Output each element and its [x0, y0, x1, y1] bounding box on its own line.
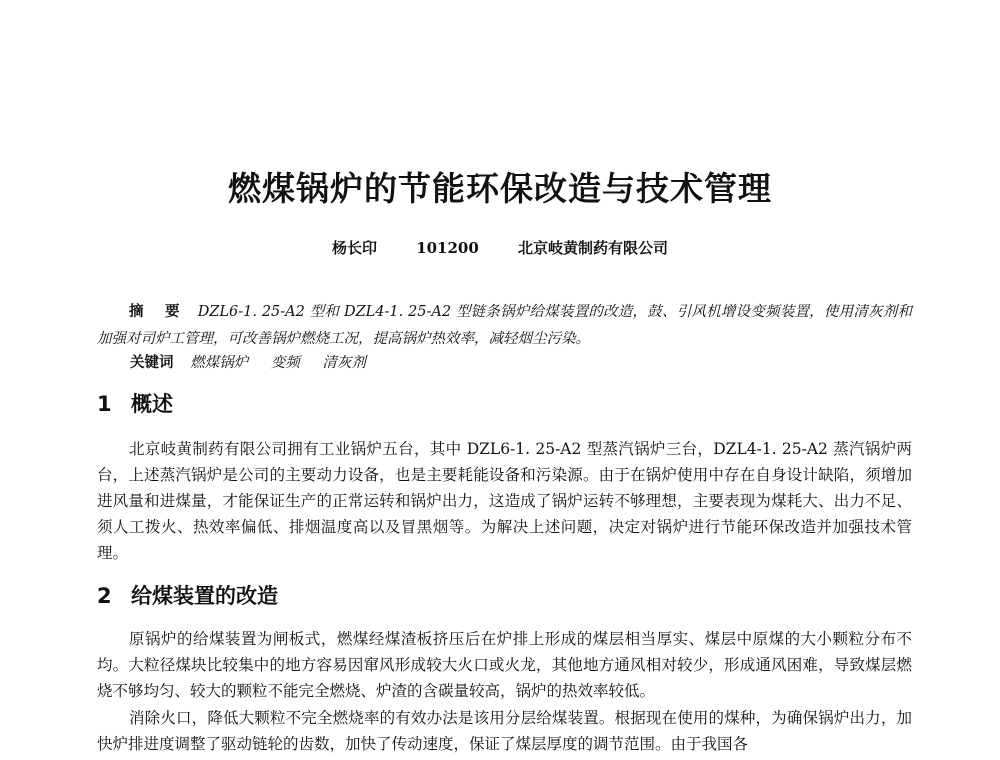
section-title: 给煤装置的改造	[131, 584, 278, 608]
keyword: 清灰剂	[322, 355, 366, 371]
section-number: 1	[97, 392, 112, 416]
author-name: 杨长印	[331, 239, 377, 257]
keyword: 变频	[270, 355, 300, 371]
byline	[0, 237, 1000, 258]
abstract-text: DZL6-1. 25-A2 型和 DZL4-1. 25-A2 型链条锅炉给煤装置的改造，鼓、引风机增设变频装置，使用清灰剂和加强对司炉工管理，可改善锅炉燃烧工况，提高锅炉热效率，减轻烟尘污染。	[97, 304, 912, 347]
affiliation: 北京岐黄制药有限公司	[518, 239, 669, 257]
postcode: 101200	[416, 239, 479, 257]
abstract	[97, 298, 912, 353]
body-paragraph: 消除火口，降低大颗粒不完全燃烧率的有效办法是该用分层给煤装置。根据现在使用的煤种，为确保锅炉出力，加快炉排进度调整了驱动链轮的齿数，加快了传动速度，保证了煤层厚度的调节范围。由于我国各	[97, 709, 912, 753]
paper-title: 燃煤锅炉的节能环保改造与技术管理	[228, 169, 772, 208]
section-number: 2	[97, 584, 112, 608]
section-heading-feeder	[97, 580, 278, 610]
body-paragraph: 原锅炉的给煤装置为闸板式，燃煤经煤渣板挤压后在炉排上形成的煤层相当厚实、煤层中原煤的大小颗粒分布不均。大粒径煤块比较集中的地方容易因窜风形成较大火口或火龙，其他地方通风相对较少，形成通风困难，导致煤层燃烧不够均匀、较大的颗粒不能完全燃烧、炉渣的含碳量较高，锅炉的热效率较低。	[97, 630, 912, 700]
body-paragraph: 北京岐黄制药有限公司拥有工业锅炉五台，其中 DZL6-1. 25-A2 型蒸汽锅炉三台，DZL4-1. 25-A2 蒸汽锅炉两台，上述蒸汽锅炉是公司的主要动力设备，也是主要耗能设备和污染源。由于在锅炉使用中存在自身设计缺陷，须增加进风量和进煤量，才能保证生产的正常运转和锅炉出力，这造成了锅炉运转不够理想，主要表现为煤耗大、出力不足、须人工拨火、热效率偏低、排烟温度高以及冒黑烟等。为解决上述问题，决定对锅炉进行节能环保改造并加强技术管理。	[97, 440, 912, 562]
keywords-label: 关键词	[130, 354, 174, 371]
section-title: 概述	[131, 392, 173, 416]
keyword: 燃煤锅炉	[190, 355, 249, 371]
abstract-label: 摘 要	[129, 303, 188, 320]
keywords	[130, 352, 384, 374]
section-heading-overview	[97, 388, 173, 418]
